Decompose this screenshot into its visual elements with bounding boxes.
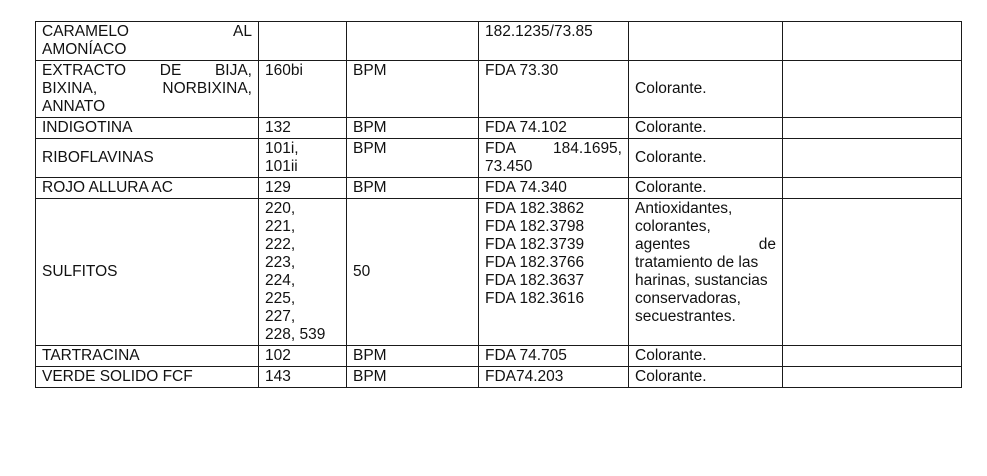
function-line: colorantes, [635, 218, 711, 235]
table-body [36, 22, 962, 388]
notes-cell [783, 199, 962, 346]
additive-name-cell [36, 139, 259, 178]
function-cell [629, 367, 783, 388]
ins-number-line: 223, [265, 254, 296, 271]
table-row [36, 367, 962, 388]
ins-number-cell [259, 61, 347, 118]
additive-name-cell [36, 199, 259, 346]
fda-reference-line: FDA 73.30 [485, 62, 559, 79]
fda-reference-cell [479, 61, 629, 118]
fda-reference-line: FDA 182.3616 [485, 290, 585, 307]
additive-name-line: EXTRACTO DE BIJA, [42, 62, 252, 79]
limit-value: 50 [353, 263, 371, 280]
additive-name-cell [36, 367, 259, 388]
additives-table [35, 21, 962, 388]
ins-number-cell [259, 139, 347, 178]
fda-reference-line: FDA 182.3798 [485, 218, 585, 235]
limit-value: BPM [353, 119, 387, 136]
fda-reference-line: FDA 182.3739 [485, 236, 585, 253]
fda-reference-cell [479, 118, 629, 139]
notes-cell [783, 178, 962, 199]
ins-number-cell [259, 346, 347, 367]
additive-name-cell [36, 118, 259, 139]
additive-name-cell [36, 346, 259, 367]
ins-number-line: 224, [265, 272, 296, 289]
function-cell [629, 199, 783, 346]
limit-value: BPM [353, 368, 387, 385]
fda-reference-line: FDA 182.3862 [485, 200, 585, 217]
fda-reference-line: 73.450 [485, 158, 533, 175]
limit-cell [347, 346, 479, 367]
fda-reference-line: FDA 74.705 [485, 347, 567, 364]
additive-name-line: TARTRACINA [42, 347, 140, 364]
table-row [36, 118, 962, 139]
table-row [36, 22, 962, 61]
function-line: Colorante. [635, 368, 707, 385]
function-line: Colorante. [635, 149, 707, 166]
limit-value: BPM [353, 179, 387, 196]
fda-reference-line: FDA 184.1695, [485, 140, 622, 157]
function-cell [629, 118, 783, 139]
ins-number-line: 143 [265, 368, 291, 385]
function-line: tratamiento de las [635, 254, 759, 271]
fda-reference-line: FDA 74.340 [485, 179, 567, 196]
limit-cell [347, 178, 479, 199]
function-line: conservadoras, [635, 290, 741, 307]
function-cell [629, 346, 783, 367]
notes-cell [783, 139, 962, 178]
fda-reference-line: FDA 182.3766 [485, 254, 585, 271]
additive-name-line: VERDE SOLIDO FCF [42, 368, 193, 385]
notes-cell [783, 346, 962, 367]
function-line: agentes de [635, 236, 776, 253]
limit-cell [347, 199, 479, 346]
limit-cell [347, 367, 479, 388]
additive-name-line: ANNATO [42, 98, 106, 115]
fda-reference-line: FDA74.203 [485, 368, 564, 385]
function-line: Colorante. [635, 347, 707, 364]
function-cell [629, 178, 783, 199]
additive-name-cell [36, 61, 259, 118]
additive-name-line: AMONÍACO [42, 41, 127, 58]
fda-reference-cell [479, 346, 629, 367]
function-line: Colorante. [635, 179, 707, 196]
function-cell [629, 61, 783, 118]
function-line: Colorante. [635, 119, 707, 136]
fda-reference-cell [479, 199, 629, 346]
additive-name-line: CARAMELO AL [42, 23, 252, 40]
function-line: Colorante. [635, 80, 707, 97]
table-row [36, 199, 962, 346]
additive-name-line: INDIGOTINA [42, 119, 133, 136]
fda-reference-cell [479, 22, 629, 61]
additive-name-cell [36, 22, 259, 61]
ins-number-line: 220, [265, 200, 296, 217]
ins-number-line: 101i, [265, 140, 299, 157]
additive-name-line: ROJO ALLURA AC [42, 179, 173, 196]
fda-reference-cell [479, 367, 629, 388]
notes-cell [783, 61, 962, 118]
table-row [36, 61, 962, 118]
ins-number-cell [259, 367, 347, 388]
function-line: secuestrantes. [635, 308, 736, 325]
fda-reference-line: FDA 182.3637 [485, 272, 585, 289]
limit-value: BPM [353, 140, 387, 157]
function-line: Antioxidantes, [635, 200, 733, 217]
notes-cell [783, 118, 962, 139]
function-cell [629, 139, 783, 178]
function-cell [629, 22, 783, 61]
ins-number-line: 132 [265, 119, 291, 136]
function-line: harinas, sustancias [635, 272, 768, 289]
ins-number-line: 160bi [265, 62, 303, 79]
table-row [36, 139, 962, 178]
limit-cell [347, 139, 479, 178]
additive-name-line: RIBOFLAVINAS [42, 149, 154, 166]
ins-number-cell [259, 118, 347, 139]
ins-number-line: 101ii [265, 158, 298, 175]
additive-name-line: SULFITOS [42, 263, 118, 280]
ins-number-line: 225, [265, 290, 296, 307]
notes-cell [783, 22, 962, 61]
fda-reference-cell [479, 139, 629, 178]
ins-number-cell [259, 22, 347, 61]
ins-number-line: 129 [265, 179, 291, 196]
ins-number-line: 228, 539 [265, 326, 326, 343]
ins-number-cell [259, 178, 347, 199]
limit-value: BPM [353, 347, 387, 364]
fda-reference-line: 182.1235/73.85 [485, 23, 593, 40]
limit-cell [347, 118, 479, 139]
notes-cell [783, 367, 962, 388]
fda-reference-cell [479, 178, 629, 199]
limit-value: BPM [353, 62, 387, 79]
ins-number-line: 221, [265, 218, 296, 235]
fda-reference-line: FDA 74.102 [485, 119, 567, 136]
limit-cell [347, 22, 479, 61]
ins-number-line: 222, [265, 236, 296, 253]
ins-number-cell [259, 199, 347, 346]
table-row [36, 346, 962, 367]
ins-number-line: 102 [265, 347, 291, 364]
ins-number-line: 227, [265, 308, 296, 325]
table-row [36, 178, 962, 199]
additive-name-line: BIXINA, NORBIXINA, [42, 80, 252, 97]
additive-name-cell [36, 178, 259, 199]
limit-cell [347, 61, 479, 118]
